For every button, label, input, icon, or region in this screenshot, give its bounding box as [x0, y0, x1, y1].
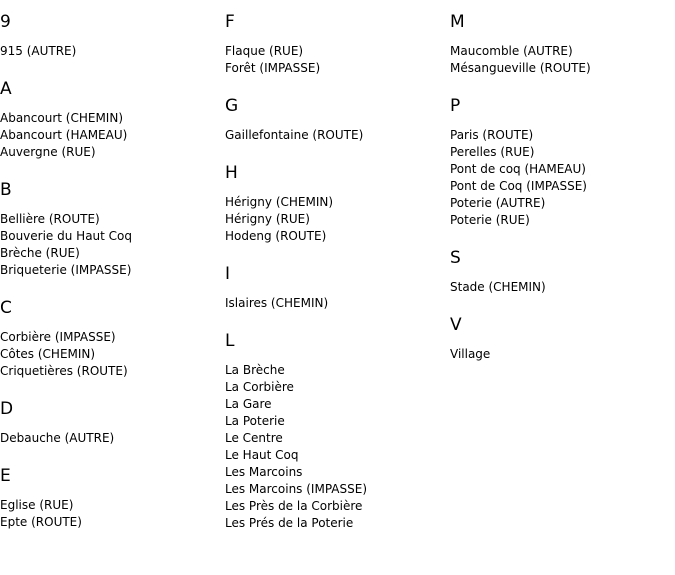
- street-list: [0, 43, 225, 60]
- letter-group: [225, 161, 450, 245]
- street-list: [0, 110, 225, 161]
- street-list: [225, 43, 450, 77]
- street-entry[interactable]: Stade (CHEMIN): [450, 280, 546, 294]
- street-entry[interactable]: Epte (ROUTE): [0, 515, 82, 529]
- street-list: [450, 346, 675, 363]
- letter-heading: 9: [0, 12, 11, 32]
- street-list: [450, 43, 675, 77]
- street-entry[interactable]: 915 (AUTRE): [0, 44, 77, 58]
- street-entry[interactable]: Village: [450, 347, 491, 361]
- street-entry[interactable]: La Poterie: [225, 414, 285, 428]
- street-list: [0, 211, 225, 279]
- letter-group: [225, 262, 450, 312]
- street-entry[interactable]: Côtes (CHEMIN): [0, 347, 96, 361]
- letter-group: [450, 94, 675, 229]
- letter-group: [0, 464, 225, 531]
- street-entry[interactable]: Pont de Coq (IMPASSE): [450, 179, 587, 193]
- index-column: [450, 10, 675, 380]
- street-list: [450, 127, 675, 229]
- index-column: [225, 10, 450, 549]
- street-entry[interactable]: Mésangueville (ROUTE): [450, 61, 591, 75]
- letter-heading: G: [225, 96, 239, 116]
- street-entry[interactable]: La Brèche: [225, 363, 285, 377]
- street-entry[interactable]: Hérigny (CHEMIN): [225, 195, 334, 209]
- street-entry[interactable]: Abancourt (HAMEAU): [0, 128, 128, 142]
- letter-heading: P: [450, 96, 461, 116]
- street-list: [225, 127, 450, 144]
- street-list: [450, 279, 675, 296]
- letter-heading: V: [450, 315, 462, 335]
- letter-heading: F: [225, 12, 235, 32]
- letter-heading: H: [225, 163, 238, 183]
- street-entry[interactable]: La Corbière: [225, 380, 294, 394]
- street-entry[interactable]: Les Marcoins: [225, 465, 303, 479]
- letter-heading: C: [0, 298, 12, 318]
- street-entry[interactable]: Le Centre: [225, 431, 283, 445]
- street-entry[interactable]: Pont de coq (HAMEAU): [450, 162, 586, 176]
- street-list: [225, 362, 450, 532]
- letter-group: [450, 10, 675, 77]
- street-entry[interactable]: Hérigny (RUE): [225, 212, 310, 226]
- letter-group: [0, 296, 225, 380]
- letter-group: [0, 397, 225, 447]
- letter-group: [225, 10, 450, 77]
- letter-heading: S: [450, 248, 461, 268]
- letter-heading: B: [0, 180, 12, 200]
- street-entry[interactable]: Criquetières (ROUTE): [0, 364, 128, 378]
- street-entry[interactable]: La Gare: [225, 397, 272, 411]
- street-list: [0, 497, 225, 531]
- street-entry[interactable]: Debauche (AUTRE): [0, 431, 115, 445]
- street-entry[interactable]: Corbière (IMPASSE): [0, 330, 116, 344]
- index-column: [0, 10, 225, 548]
- street-list: [0, 329, 225, 380]
- street-entry[interactable]: Hodeng (ROUTE): [225, 229, 327, 243]
- street-entry[interactable]: Poterie (AUTRE): [450, 196, 546, 210]
- street-entry[interactable]: Auvergne (RUE): [0, 145, 96, 159]
- street-entry[interactable]: Les Marcoins (IMPASSE): [225, 482, 367, 496]
- letter-group: [450, 313, 675, 363]
- letter-group: [225, 329, 450, 532]
- street-entry[interactable]: Islaires (CHEMIN): [225, 296, 329, 310]
- street-entry[interactable]: Le Haut Coq: [225, 448, 299, 462]
- street-entry[interactable]: Gaillefontaine (ROUTE): [225, 128, 364, 142]
- street-entry[interactable]: Maucomble (AUTRE): [450, 44, 573, 58]
- street-entry[interactable]: Brèche (RUE): [0, 246, 80, 260]
- letter-heading: I: [225, 264, 231, 284]
- street-entry[interactable]: Eglise (RUE): [0, 498, 74, 512]
- street-list: [225, 194, 450, 245]
- street-entry[interactable]: Bouverie du Haut Coq: [0, 229, 133, 243]
- letter-group: [0, 178, 225, 279]
- letter-group: [450, 246, 675, 296]
- street-entry[interactable]: Perelles (RUE): [450, 145, 535, 159]
- letter-heading: M: [450, 12, 465, 32]
- letter-group: [0, 77, 225, 161]
- street-entry[interactable]: Les Prés de la Poterie: [225, 516, 354, 530]
- street-entry[interactable]: Bellière (ROUTE): [0, 212, 100, 226]
- street-entry[interactable]: Poterie (RUE): [450, 213, 530, 227]
- letter-heading: D: [0, 399, 14, 419]
- street-entry[interactable]: Paris (ROUTE): [450, 128, 534, 142]
- street-entry[interactable]: Abancourt (CHEMIN): [0, 111, 123, 125]
- letter-heading: A: [0, 79, 12, 99]
- letter-heading: L: [225, 331, 235, 351]
- street-entry[interactable]: Flaque (RUE): [225, 44, 304, 58]
- street-entry[interactable]: Forêt (IMPASSE): [225, 61, 321, 75]
- street-list: [0, 430, 225, 447]
- letter-heading: E: [0, 466, 11, 486]
- street-entry[interactable]: Briqueterie (IMPASSE): [0, 263, 132, 277]
- letter-group: [225, 94, 450, 144]
- street-list: [225, 295, 450, 312]
- letter-group: [0, 10, 225, 60]
- street-entry[interactable]: Les Près de la Corbière: [225, 499, 363, 513]
